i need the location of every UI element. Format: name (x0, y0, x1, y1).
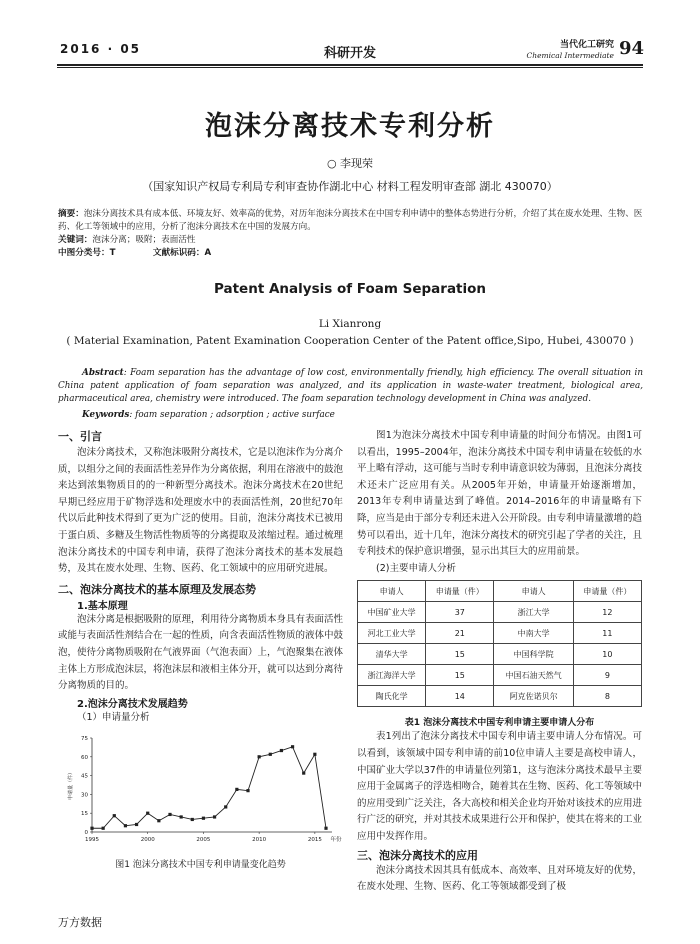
table-cell: 14 (426, 686, 494, 707)
table-row (358, 602, 642, 623)
data-point (313, 753, 316, 756)
data-point (102, 827, 105, 830)
section-title: 科研开发 (323, 46, 376, 61)
journal-name-en: Chemical Intermediate (526, 51, 614, 60)
data-point (258, 755, 261, 758)
table-cell: 中国科学院 (494, 644, 573, 665)
x-tick-label: 2015 (307, 837, 322, 843)
source-watermark: 万方数据 (58, 916, 102, 929)
data-point (246, 789, 249, 792)
clc-label: 中图分类号： (58, 248, 110, 258)
x-tick-label: 2010 (252, 837, 267, 843)
table-cell: 21 (426, 623, 494, 644)
y-tick-label: 60 (81, 754, 88, 761)
series-line (92, 747, 326, 828)
applicant-table (357, 580, 642, 707)
table-header-row (358, 581, 642, 602)
header-rule-thin (57, 67, 643, 68)
table-cell: 中国石油天然气 (494, 665, 573, 686)
table-cell: 8 (573, 686, 641, 707)
y-tick-label: 0 (84, 830, 88, 836)
journal-name-cn: 当代化工研究 (559, 40, 614, 50)
keywords-label: 关键词： (58, 235, 93, 245)
english-abstract-label: Abstract (82, 368, 124, 378)
subsection-application-volume: （1）申请量分析 (77, 711, 150, 723)
table-row (358, 686, 642, 707)
clc-value: T (109, 248, 116, 258)
table-header-cell: 申请量（件） (426, 581, 494, 602)
keywords-text: 泡沫分离；吸附；表面活性 (92, 235, 196, 245)
table-cell: 阿克佐诺贝尔 (494, 686, 573, 707)
y-tick-label: 45 (81, 773, 88, 780)
data-point (124, 824, 127, 827)
data-point (168, 813, 171, 816)
table-cell: 陶氏化学 (358, 686, 426, 707)
section-3-heading: 三、泡沫分离技术的应用 (357, 848, 478, 862)
table-cell: 河北工业大学 (358, 623, 426, 644)
doc-code-label: 文献标识码： (152, 248, 205, 258)
english-abstract-text: : Foam separation has the advantage of low cost, environmentally friendly, high efficiency. The overall situation in China patent application of foam separation was analyzed, and its application in waste-water treatment, biological area, pharmaceutical area, chemistry were introduced. The foam separation technology development in China was analyzed. (58, 368, 643, 404)
doc-code-value: A (204, 248, 212, 258)
abstract-text: 泡沫分离技术具有成本低、环境友好、效率高的优势，对历年泡沫分离技术在中国专利申请中的整体态势进行分析，介绍了其在废水处理、生物、医药、化工等领域中的应用，分析了泡沫分离技术在中国的发展方向。 (58, 209, 643, 232)
table-cell: 清华大学 (358, 644, 426, 665)
table-cell: 15 (426, 665, 494, 686)
subsection-trend: 2.泡沫分离技术发展趋势 (77, 698, 188, 710)
table-cell: 中国矿业大学 (358, 602, 426, 623)
issue-number: 2016 · 05 (60, 42, 142, 56)
affiliation: （国家知识产权局专利局专利审查协作湖北中心 材料工程发明审查部 湖北 430070） (142, 180, 558, 193)
applicant-analysis-paragraph: 表1列出了泡沫分离技术中国专利申请主要申请人分布情况。可以看到，该领域中国专利申请的前10位申请人主要是高校申请人，中国矿业大学以37件的申请量位列第1，这与泡沫分离技术最早主要应用于金属离子的浮选相吻合，随着其在生物、医药、化工等领域中的应用受到广泛关注，各大高校和相关企业均开始对该技术的应用进行广泛的研究，并对其技术成果进行公开和保护，使其在将来的工业应用中发挥作用。 (357, 731, 643, 842)
x-tick-label: 2005 (196, 837, 211, 843)
table-cell: 11 (573, 623, 641, 644)
table-header-cell: 申请人 (494, 581, 573, 602)
table-header-cell: 申请量（件） (573, 581, 641, 602)
left-column (58, 428, 343, 726)
principle-paragraph: 泡沫分离是根据吸附的原理，利用待分离物质本身具有表面活性或能与表面活性剂结合在一起的性质，向含表面活性物质的液体中鼓泡，使待分离物质吸附在气液界面（气泡表面）上，气泡聚集在液体主体上方形成泡沫层，将泡沫层和液相主体分开，就可以达到分离待分离物质的目的。 (58, 613, 344, 692)
y-tick-label: 75 (81, 736, 88, 742)
data-point (269, 753, 272, 756)
data-point (291, 745, 294, 748)
right-column (357, 428, 642, 896)
data-point (213, 815, 216, 818)
english-title: Patent Analysis of Foam Separation (213, 281, 487, 297)
application-trend-chart (58, 730, 343, 850)
x-axis-label: 年份 (330, 837, 342, 843)
header-rule (57, 64, 643, 66)
table-cell: 10 (573, 644, 641, 665)
data-point (180, 815, 183, 818)
data-point (202, 817, 205, 820)
data-point (157, 819, 160, 822)
y-tick-label: 30 (81, 792, 88, 799)
figure-1-caption: 图1 泡沫分离技术中国专利申请量变化趋势 (115, 860, 286, 870)
english-affiliation: ( Material Examination, Patent Examination Cooperation Center of the Patent office,Sipo, Hubei, 430070 ) (66, 335, 634, 347)
data-point (302, 771, 305, 774)
application-paragraph: 泡沫分离技术因其具有低成本、高效率、且对环境友好的优势，在废水处理、生物、医药、化工等领域都受到了极 (357, 864, 643, 893)
author: ○ 李现荣 (326, 157, 374, 170)
english-author: Li Xianrong (318, 318, 382, 330)
abstract-label: 摘要： (58, 209, 84, 219)
table-header-cell: 申请人 (358, 581, 426, 602)
section-2-heading: 二、泡沫分离技术的基本原理及发展态势 (58, 582, 256, 596)
data-point (324, 827, 327, 830)
data-point (135, 823, 138, 826)
table-row (358, 644, 642, 665)
data-point (235, 788, 238, 791)
english-abstract (58, 367, 643, 406)
table-row (358, 623, 642, 644)
table-cell: 浙江海洋大学 (358, 665, 426, 686)
table-cell: 9 (573, 665, 641, 686)
table-cell: 中南大学 (494, 623, 573, 644)
data-point (191, 818, 194, 821)
article-title: 泡沫分离技术专利分析 (205, 111, 495, 142)
abstract-cn (58, 208, 643, 260)
table-row (358, 665, 642, 686)
english-keywords-label: Keywords (82, 410, 130, 420)
data-point (224, 805, 227, 808)
section-1-heading: 一、引言 (58, 430, 102, 443)
table-1-caption: 表1 泡沫分离技术中国专利申请主要申请人分布 (404, 718, 595, 729)
table-cell: 37 (426, 602, 494, 623)
data-point (280, 749, 283, 752)
y-tick-label: 15 (81, 811, 88, 818)
table-cell: 浙江大学 (494, 602, 573, 623)
trend-analysis-paragraph: 图1为泡沫分离技术中国专利申请量的时间分布情况。由图1可以看出，1995–2004年，泡沫分离技术中国专利申请量在较低的水平上略有浮动，这可能与当时专利申请意识较为薄弱，且泡沫分离技术还未广泛应用有关。从2005年开始，申请量开始逐渐增加，2013年专利申请量达到了峰值。2014–2016年的申请量略有下降，应当是由于部分专利还未进入公开阶段。由专利申请量激增的趋势可以看出，近十几年，泡沫分离技术的研究引起了学者的关注，且专利技术的保护意识增强，显示出其巨大的应用前景。 (357, 430, 643, 558)
table-cell: 15 (426, 644, 494, 665)
section-1-paragraph: 泡沫分离技术，又称泡沫吸附分离技术，它是以泡沫作为分离介质，以组分之间的表面活性差异作为分离依据，利用在溶液中的鼓泡来达到浓集物质目的的一种新型分离技术。泡沫分离技术在20世纪早期已经应用于矿物浮选和处理废水中的表面活性剂，20世纪70年代以后此种技术得到了更为广泛的使用。目前，泡沫分离技术已被用于蛋白质、多糖及生物活性物质等的分离提取及浓缩过程。通过梳理泡沫分离技术的中国专利申请，获得了泡沫分离技术的基本发展趋势，及其在废水处理、生物、医药、化工领域中的应用研究进展。 (58, 447, 344, 575)
english-keywords-text: : foam separation ; adsorption ; active surface (129, 410, 335, 420)
subsection-principle: 1.基本原理 (77, 600, 128, 612)
subsection-applicants: (2)主要申请人分析 (376, 562, 456, 574)
y-axis-label: 申请量（件） (68, 769, 74, 801)
data-point (90, 827, 93, 830)
data-point (113, 814, 116, 817)
page-number: 94 (618, 38, 644, 59)
x-tick-label: 2000 (140, 837, 155, 843)
table-cell: 12 (573, 602, 641, 623)
english-keywords (82, 410, 335, 420)
data-point (146, 812, 149, 815)
x-tick-label: 1995 (85, 837, 99, 843)
